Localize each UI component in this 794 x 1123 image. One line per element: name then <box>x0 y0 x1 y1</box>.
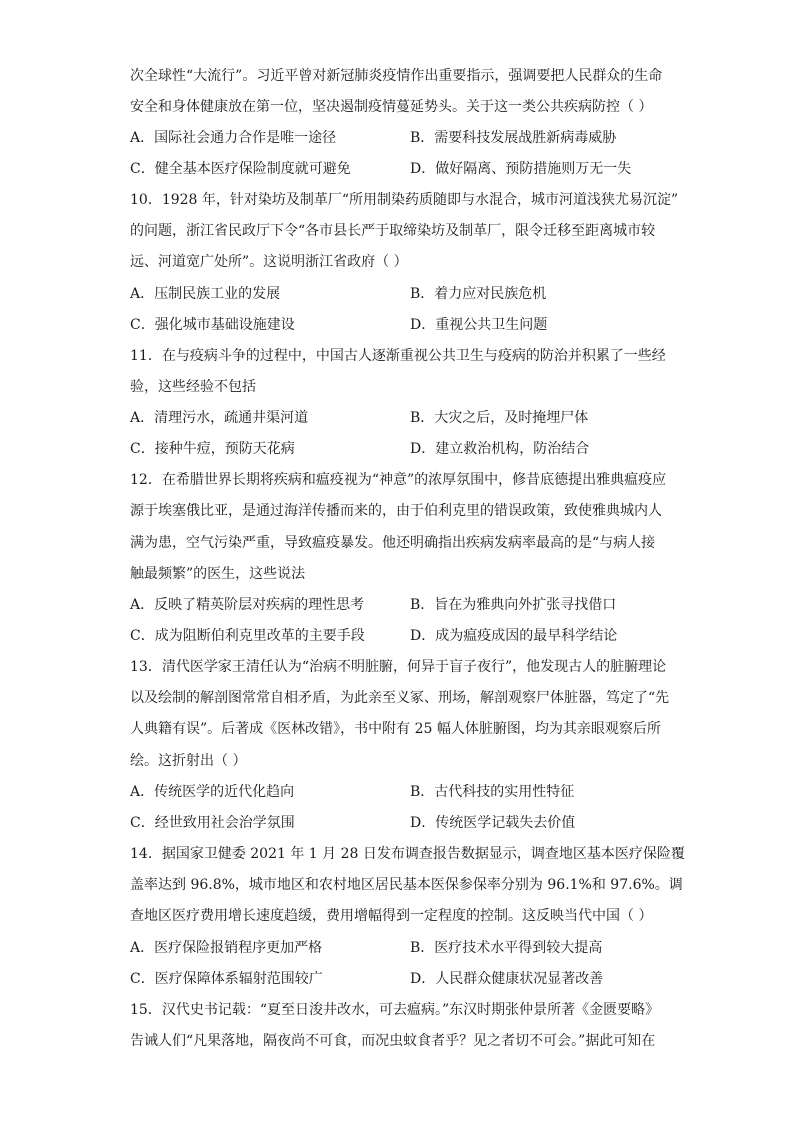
question-13-stem-line-3: 人典籍有误”。后著成《医林改错》，书中附有 25 幅人体脏腑图，均为其亲眼观察后所 <box>130 721 661 737</box>
question-9-stem-line-2: 安全和身体健康放在第一位，坚决遏制疫情蔓延势头。关于这一类公共疾病防控（ ） <box>130 99 653 115</box>
question-15-stem-line-1: 15．汉代史书记载：“夏至日浚井改水，可去瘟病。”东汉时期张仲景所著《金匮要略》 <box>130 1002 660 1018</box>
question-10-option-b: B．着力应对民族危机 <box>410 286 547 302</box>
question-9-option-a: A．国际社会通力合作是唯一途径 <box>130 130 337 146</box>
question-10-option-d: D．重视公共卫生问题 <box>410 317 548 333</box>
question-12-stem-line-3: 满为患，空气污染严重，导致瘟疫暴发。他还明确指出疾病发病率最高的是“与病人接 <box>130 535 656 551</box>
question-14-option-d: D．人民群众健康状况显著改善 <box>410 971 604 987</box>
question-14-option-b: B．医疗技术水平得到较大提高 <box>410 940 603 956</box>
question-14-option-a: A．医疗保险报销程序更加严格 <box>130 940 323 956</box>
question-11-stem-line-2: 验，这些经验不包括 <box>130 379 256 395</box>
question-13-option-c: C．经世致用社会治学氛围 <box>130 815 295 831</box>
question-11-stem-line-1: 11．在与疫病斗争的过程中，中国古人逐渐重视公共卫生与疫病的防治并积累了一些经 <box>130 348 666 364</box>
question-13-option-a: A．传统医学的近代化趋向 <box>130 784 295 800</box>
question-11-option-c: C．接种牛痘，预防天花病 <box>130 441 295 457</box>
question-9-stem-line-1: 次全球性“大流行”。习近平曾对新冠肺炎疫情作出重要指示，强调要把人民群众的生命 <box>130 68 663 84</box>
question-12-option-a: A．反映了精英阶层对疾病的理性思考 <box>130 597 365 613</box>
question-11-option-b: B．大灾之后，及时掩埋尸体 <box>410 410 589 426</box>
question-13-stem-line-4: 绘。这折射出（ ） <box>130 753 247 769</box>
question-10-stem-line-3: 远、河道宽广处所”。这说明浙江省政府（ ） <box>130 254 408 270</box>
question-14-option-c: C．医疗保障体系辐射范围较广 <box>130 971 323 987</box>
question-10-stem-line-1: 10．1928 年，针对染坊及制革厂“所用制染药质随即与水混合，城市河道浅狭尤易沉淀” <box>130 192 679 208</box>
question-9-option-c: C．健全基本医疗保险制度就可避免 <box>130 161 351 177</box>
question-13-stem-line-2: 以及绘制的解剖图常常自相矛盾，为此亲至义冢、刑场，解剖观察尸体脏器，笃定了“先 <box>130 690 670 706</box>
question-13-stem-line-1: 13．清代医学家王清任认为“治病不明脏腑，何异于盲子夜行”，他发现古人的脏腑理论 <box>130 659 667 675</box>
question-12-stem-line-4: 触最频繁”的医生，这些说法 <box>130 566 306 582</box>
question-10-stem-line-2: 的问题，浙江省民政厅下令“各市县长严于取缔染坊及制革厂，限令迁移至距离城市较 <box>130 223 656 239</box>
question-11-option-d: D．建立救治机构，防治结合 <box>410 441 590 457</box>
question-12-option-b: B．旨在为雅典向外扩张寻找借口 <box>410 597 617 613</box>
question-10-option-a: A．压制民族工业的发展 <box>130 286 281 302</box>
question-13-option-d: D．传统医学记载失去价值 <box>410 815 576 831</box>
question-9-option-b: B．需要科技发展战胜新病毒威胁 <box>410 130 617 146</box>
question-12-option-c: C．成为阻断伯利克里改革的主要手段 <box>130 628 365 644</box>
question-12-option-d: D．成为瘟疫成因的最早科学结论 <box>410 628 618 644</box>
question-14-stem-line-3: 查地区医疗费用增长速度趋缓，费用增幅得到一定程度的控制。这反映当代中国（ ） <box>130 908 653 924</box>
question-9-option-d: D．做好隔离、预防措施则万无一失 <box>410 161 632 177</box>
question-12-stem-line-2: 源于埃塞俄比亚，是通过海洋传播而来的，由于伯利克里的错误政策，致使雅典城内人 <box>130 503 662 519</box>
question-14-stem-line-2: 盖率达到 96.8%，城市地区和农村地区居民基本医保参保率分别为 96.1%和 97.6%。调 <box>130 877 683 893</box>
question-15-stem-line-2: 告诫人们“凡果落地，隔夜尚不可食，而况虫蚊食者乎？见之者切不可会。”据此可知在 <box>130 1033 656 1049</box>
question-11-option-a: A．清理污水，疏通井渠河道 <box>130 410 309 426</box>
question-12-stem-line-1: 12．在希腊世界长期将疾病和瘟疫视为“神意”的浓厚氛围中，修昔底德提出雅典瘟疫应 <box>130 472 667 488</box>
question-14-stem-line-1: 14．据国家卫健委 2021 年 1 月 28 日发布调查报告数据显示，调查地区基本医疗保险覆 <box>130 846 685 862</box>
question-13-option-b: B．古代科技的实用性特征 <box>410 784 575 800</box>
question-10-option-c: C．强化城市基础设施建设 <box>130 317 295 333</box>
